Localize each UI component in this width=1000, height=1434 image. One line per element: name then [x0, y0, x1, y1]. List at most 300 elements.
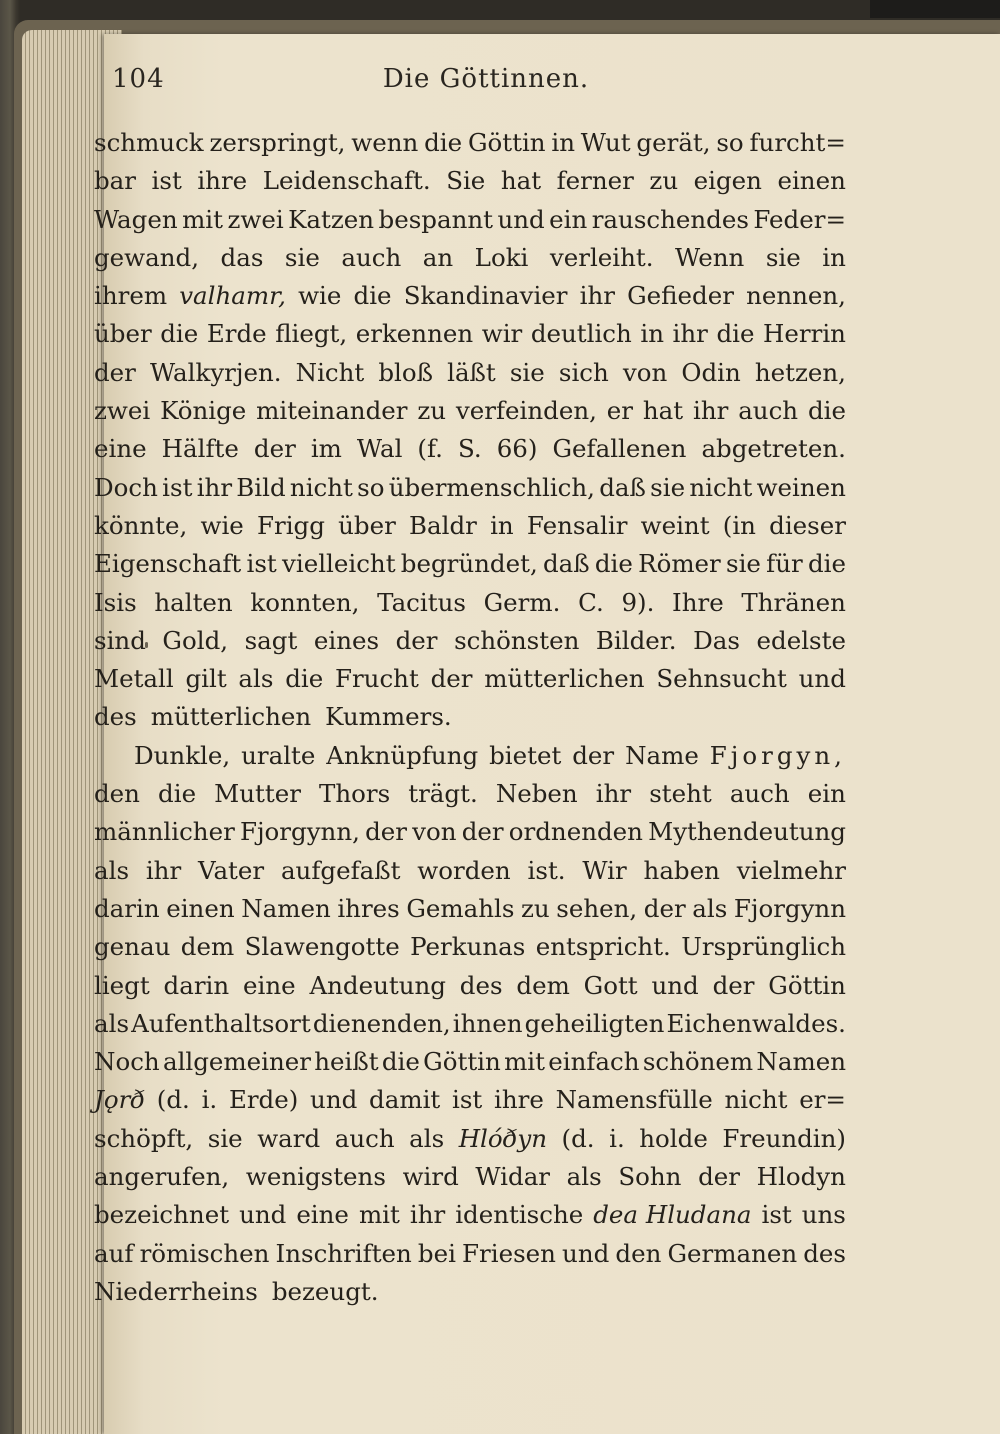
word: Walkyrjen.	[150, 357, 282, 387]
text-line	[94, 967, 846, 1005]
word: mit	[504, 1047, 545, 1077]
word: hat	[642, 396, 684, 426]
word: Freundin)	[722, 1123, 846, 1153]
word: der	[461, 817, 504, 847]
text-line	[94, 545, 846, 583]
word: wenigstens	[245, 1162, 386, 1192]
word: der	[94, 357, 136, 387]
word: Friesen	[462, 1238, 556, 1268]
word: Fjorgyn,	[709, 740, 846, 770]
word: steht	[649, 779, 712, 809]
word: sagt	[244, 625, 298, 655]
word: Loki	[474, 242, 529, 272]
word: Kummers.	[325, 702, 452, 732]
word: sie	[765, 242, 801, 272]
text-line	[94, 392, 846, 430]
word: Andeutung	[309, 970, 446, 1000]
word: wie	[200, 510, 244, 540]
word: gewand,	[94, 242, 200, 272]
word: sind	[94, 625, 146, 655]
word: eigen	[693, 166, 762, 196]
word: ist.	[527, 855, 566, 885]
word: ihr	[595, 779, 632, 809]
word: könnte,	[94, 510, 188, 540]
word: Isis	[94, 587, 137, 617]
text-line	[94, 852, 846, 890]
word: dieser	[769, 510, 846, 540]
word: zu	[521, 893, 550, 923]
word: zu	[417, 396, 447, 426]
word: ist	[246, 549, 277, 579]
text-line	[94, 622, 846, 660]
word: sie	[650, 472, 686, 502]
word: bei	[417, 1238, 456, 1268]
word: Wagen	[94, 204, 178, 234]
word: hat	[500, 166, 542, 196]
word: uns	[801, 1200, 846, 1230]
word: der	[698, 1162, 740, 1192]
word: abgetreten.	[701, 434, 846, 464]
word: Erde)	[228, 1085, 299, 1115]
word: Fjorgynn	[733, 893, 846, 923]
text-line	[94, 737, 846, 775]
word: von	[622, 357, 668, 387]
word: (d.	[156, 1085, 190, 1115]
word: nicht	[289, 472, 353, 502]
word: der	[430, 664, 473, 694]
word: Baldr	[409, 510, 477, 540]
text-line	[94, 890, 846, 928]
word: männlicher	[94, 817, 235, 847]
word: der	[253, 434, 296, 464]
word: Hlóðyn	[458, 1123, 548, 1153]
word: fliegt,	[275, 319, 348, 349]
word: rauschendes	[591, 204, 749, 234]
word: i.	[609, 1123, 625, 1153]
word: damit	[369, 1085, 441, 1115]
page-number: 104	[112, 64, 165, 94]
word: dea Hludana	[593, 1200, 752, 1230]
word: trägt.	[408, 779, 478, 809]
page-header	[112, 64, 860, 104]
text-line	[94, 430, 846, 468]
word: entspricht.	[535, 932, 671, 962]
text-line	[94, 1081, 846, 1119]
word: S.	[457, 434, 482, 464]
word: Inschriften	[275, 1238, 412, 1268]
word: als	[94, 855, 130, 885]
text-line	[94, 660, 846, 698]
word: darin	[163, 970, 230, 1000]
text-line	[94, 1158, 846, 1196]
word: des	[94, 702, 137, 732]
word: valhamr,	[179, 281, 286, 311]
word: C.	[578, 587, 604, 617]
word: Feder=	[753, 204, 846, 234]
word: ist	[452, 1085, 483, 1115]
word: begründet,	[400, 549, 538, 579]
word: zwei	[94, 396, 151, 426]
word: Sehnsucht	[656, 664, 787, 694]
word: Perkunas	[410, 932, 526, 962]
word: Nicht	[295, 357, 365, 387]
word: der	[643, 893, 686, 923]
word: uralte	[241, 740, 316, 770]
body-text	[94, 124, 846, 1311]
word: einen	[777, 166, 846, 196]
word: daß	[599, 472, 646, 502]
word: die	[160, 319, 199, 349]
word: Aufenthaltsort	[131, 1008, 311, 1038]
word: Dunkle,	[134, 740, 231, 770]
word: Römer	[638, 549, 721, 579]
text-line	[94, 469, 846, 507]
text-line	[94, 813, 846, 851]
word: Wir	[582, 855, 627, 885]
word: Thränen	[741, 587, 846, 617]
text-line	[94, 775, 846, 813]
word: Hlodyn	[756, 1162, 846, 1192]
scanner-corner	[870, 0, 1000, 18]
word: eines	[313, 625, 380, 655]
word: Könige	[160, 396, 247, 426]
word: eine	[296, 1200, 349, 1230]
word: so	[357, 472, 385, 502]
word: nicht	[724, 1085, 788, 1115]
word: Anknüpfung	[326, 740, 479, 770]
word: bar	[94, 166, 137, 196]
word: an	[422, 242, 454, 272]
word: wird	[402, 1162, 459, 1192]
word: Ihre	[672, 587, 724, 617]
word: Bild	[236, 472, 286, 502]
word: 9).	[621, 587, 655, 617]
word: bezeugt.	[271, 1276, 379, 1306]
running-title: Die Göttinnen.	[382, 64, 590, 94]
word: ein	[549, 204, 588, 234]
word: daß	[542, 549, 590, 579]
word: Metall	[94, 664, 174, 694]
word: i.	[201, 1085, 218, 1115]
word: ist	[162, 472, 193, 502]
word: in	[551, 128, 575, 157]
word: Hälfte	[161, 434, 239, 464]
word: des	[459, 970, 503, 1000]
word: als	[94, 1008, 130, 1038]
word: schönem	[642, 1047, 754, 1077]
word: Neben	[495, 779, 578, 809]
word: erkennen	[355, 319, 474, 349]
word: ihr	[409, 1200, 446, 1230]
text-line	[94, 162, 846, 200]
word: Mutter	[214, 779, 301, 809]
word: Gemahls	[406, 893, 515, 923]
word: von	[412, 817, 457, 847]
word: in	[822, 242, 846, 272]
word: auch	[738, 396, 799, 426]
word: Das	[693, 625, 740, 655]
word: Niederrheins	[94, 1276, 258, 1306]
word: (d.	[561, 1123, 595, 1153]
word: schmuck	[94, 128, 204, 157]
word: Göttin	[423, 1047, 501, 1077]
word: so	[716, 128, 744, 157]
word: holde	[639, 1123, 708, 1153]
word: geheiligten	[524, 1008, 665, 1038]
word: miteinander	[256, 396, 408, 426]
word: auch	[334, 1123, 395, 1153]
text-line	[94, 201, 846, 239]
word: der	[572, 740, 615, 770]
word: sich	[558, 357, 609, 387]
word: er=	[799, 1085, 846, 1115]
word: ihr	[672, 319, 708, 349]
word: zwei	[227, 204, 284, 234]
word: den	[615, 1238, 662, 1268]
word: genau	[94, 932, 171, 962]
word: konnten,	[250, 587, 360, 617]
word: die	[807, 396, 846, 426]
word: Germ.	[483, 587, 561, 617]
word: Mythendeutung	[648, 817, 846, 847]
word: wir	[481, 319, 523, 349]
word: ihres	[337, 893, 400, 923]
word: Vater	[198, 855, 265, 885]
word: die	[424, 128, 463, 157]
text-line	[94, 1005, 846, 1043]
word: schönsten	[454, 625, 580, 655]
word: ihr	[579, 281, 615, 311]
word: und	[497, 204, 545, 234]
word: sie	[207, 1123, 243, 1153]
word: übermenschlich,	[388, 472, 595, 502]
word: und	[310, 1085, 358, 1115]
word: Skandinavier	[403, 281, 568, 311]
word: über	[94, 319, 152, 349]
word: der	[712, 970, 755, 1000]
word: und	[798, 664, 846, 694]
word: als	[238, 664, 274, 694]
word: ihr	[196, 472, 233, 502]
word: als	[409, 1123, 445, 1153]
word: Doch	[94, 472, 158, 502]
word: auf	[94, 1238, 134, 1268]
word: bietet	[489, 740, 562, 770]
word: weint	[640, 510, 710, 540]
text-line	[94, 928, 846, 966]
word: mütterlichen	[484, 664, 645, 694]
word: Sie	[446, 166, 486, 196]
word: Gott	[583, 970, 638, 1000]
word: sie	[509, 357, 545, 387]
word: sie	[726, 549, 761, 579]
word: ein	[807, 779, 846, 809]
word: verfeinden,	[455, 396, 597, 426]
word: Erde	[206, 319, 267, 349]
text-line	[94, 584, 846, 622]
word: haben	[643, 855, 720, 885]
word: bloß	[378, 357, 434, 387]
word: einfach	[548, 1047, 640, 1077]
word: nicht	[689, 472, 753, 502]
word: die	[381, 1047, 420, 1077]
word: das	[220, 242, 264, 272]
word: der	[395, 625, 438, 655]
text-line	[94, 507, 846, 545]
text-line	[94, 1235, 846, 1273]
word: darin	[94, 893, 160, 923]
word: nennen,	[746, 281, 846, 311]
word: und	[651, 970, 699, 1000]
word: (in	[722, 510, 756, 540]
word: wie	[298, 281, 342, 311]
word: Herrin	[763, 319, 846, 349]
word: gerät,	[636, 128, 711, 157]
word: sehen,	[556, 893, 638, 923]
word: als	[692, 893, 728, 923]
text-line	[94, 315, 846, 353]
word: Tacitus	[377, 587, 466, 617]
word: weinen	[756, 472, 846, 502]
word: Göttin	[768, 970, 846, 1000]
word: mit	[182, 204, 223, 234]
word: zu	[649, 166, 679, 196]
word: im	[310, 434, 342, 464]
word: Frucht	[334, 664, 419, 694]
word: ferner	[556, 166, 634, 196]
word: die	[716, 319, 755, 349]
word: Fjorgynn,	[239, 817, 360, 847]
word: bezeichnet	[94, 1200, 230, 1230]
word: den	[94, 779, 140, 809]
word: eine	[242, 970, 296, 1000]
word: Widar	[475, 1162, 551, 1192]
word: Odin	[681, 357, 741, 387]
word: Wut	[580, 128, 631, 157]
word: eine	[94, 434, 147, 464]
word: des	[803, 1238, 846, 1268]
word: die	[594, 549, 633, 579]
word: zerspringt,	[209, 128, 346, 157]
word: Katzen	[288, 204, 375, 234]
word: ihre	[494, 1085, 544, 1115]
word: mütterlichen	[150, 702, 312, 732]
word: dem	[180, 932, 235, 962]
word: schöpft,	[94, 1123, 194, 1153]
word: ist	[761, 1200, 792, 1230]
text-line	[94, 277, 846, 315]
word: vielmehr	[736, 855, 846, 885]
word: Fensalir	[526, 510, 628, 540]
word: 66)	[496, 434, 538, 464]
word: wenn	[351, 128, 419, 157]
word: Gold,	[162, 625, 229, 655]
word: verleiht.	[549, 242, 654, 272]
word: als	[566, 1162, 602, 1192]
word: Eichenwaldes.	[666, 1008, 846, 1038]
word: Frigg	[257, 510, 325, 540]
word: läßt	[447, 357, 496, 387]
word: Namen	[756, 1047, 846, 1077]
word: Leidenschaft.	[262, 166, 431, 196]
word: in	[490, 510, 514, 540]
word: für	[766, 549, 803, 579]
word: dem	[516, 970, 570, 1000]
word: Eigenschaft	[94, 549, 242, 579]
word: der	[365, 817, 407, 847]
word: allgemeiner	[162, 1047, 311, 1077]
text-line	[94, 124, 846, 162]
word: ordnenden	[508, 817, 643, 847]
word: ward	[257, 1123, 321, 1153]
word: über	[338, 510, 396, 540]
word: Wal	[356, 434, 403, 464]
word: deutlich	[530, 319, 632, 349]
word: halten	[154, 587, 233, 617]
word: Gefallenen	[552, 434, 687, 464]
word: (f.	[417, 434, 443, 464]
word: Göttin	[467, 128, 546, 157]
word: dienenden,	[312, 1008, 451, 1038]
word: Thors	[319, 779, 391, 809]
word: liegt	[94, 970, 150, 1000]
word: edelste	[756, 625, 846, 655]
word: Ursprünglich	[681, 932, 846, 962]
word: ihnen	[452, 1008, 523, 1038]
word: furcht=	[749, 128, 846, 157]
word: ist	[151, 166, 182, 196]
word: einen	[166, 893, 235, 923]
word: in	[640, 319, 664, 349]
word: auch	[729, 779, 790, 809]
word: die	[158, 779, 197, 809]
word: bespannt	[378, 204, 493, 234]
word: Namen	[241, 893, 331, 923]
word: vielleicht	[282, 549, 396, 579]
word: aufgefaßt	[280, 855, 401, 885]
word: sie	[284, 242, 320, 272]
text-line	[94, 698, 846, 736]
word: ihr	[692, 396, 729, 426]
word: Wenn	[675, 242, 745, 272]
text-line	[94, 1196, 846, 1234]
word: die	[353, 281, 392, 311]
word: und	[562, 1238, 610, 1268]
word: Gefieder	[627, 281, 734, 311]
text-line	[94, 1273, 846, 1311]
word: identische	[455, 1200, 584, 1230]
word: angerufen,	[94, 1162, 230, 1192]
word: worden	[417, 855, 511, 885]
word: gilt	[185, 664, 227, 694]
word: auch	[341, 242, 402, 272]
word: Slawengotte	[244, 932, 400, 962]
word: Name	[625, 740, 699, 770]
word: Jǫrð	[94, 1085, 146, 1115]
text-line	[94, 239, 846, 277]
word: ihrem	[94, 281, 168, 311]
word: Namensfülle	[555, 1085, 713, 1115]
text-line	[94, 1120, 846, 1158]
word: Bilder.	[595, 625, 677, 655]
word: und	[239, 1200, 287, 1230]
text-line	[94, 1043, 846, 1081]
word: Germanen	[667, 1238, 798, 1268]
word: römischen	[139, 1238, 270, 1268]
word: mit	[358, 1200, 400, 1230]
word: heißt	[314, 1047, 379, 1077]
word: Sohn	[618, 1162, 682, 1192]
